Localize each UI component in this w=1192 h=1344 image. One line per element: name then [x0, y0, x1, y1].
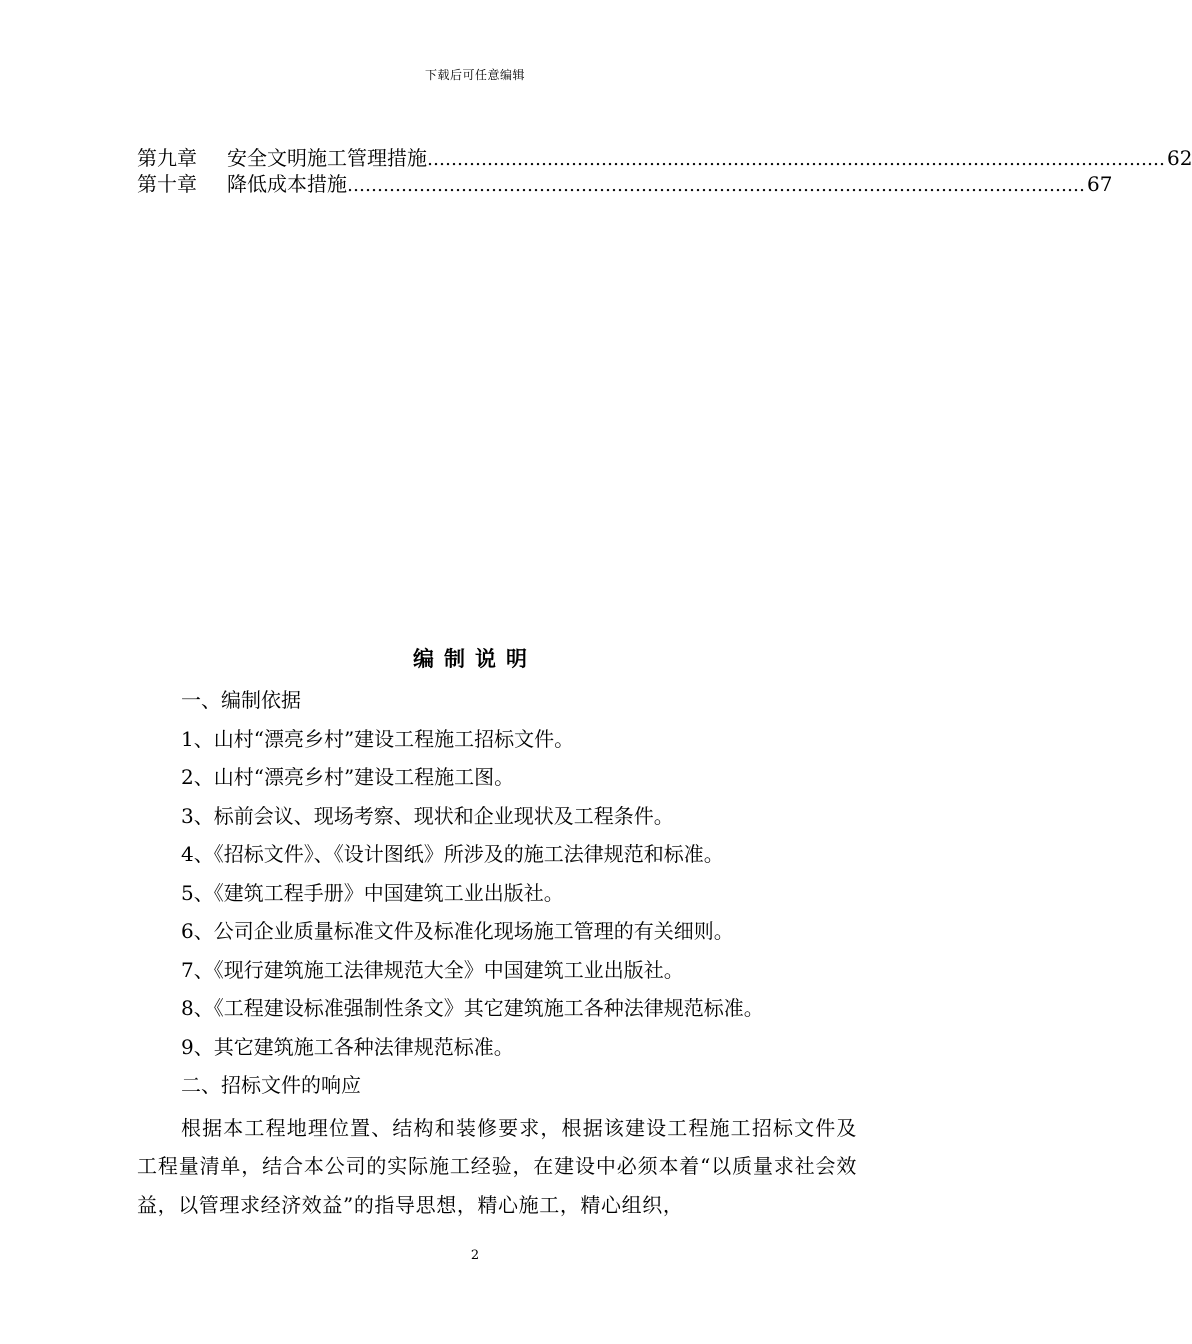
toc-leader-dots: ……………………………………………………………………………………………………………	[427, 149, 1165, 170]
toc-chapter: 第十章	[137, 172, 197, 196]
section-title: 编制说明	[413, 646, 537, 671]
page-number: 2	[470, 1248, 480, 1263]
toc-row[interactable]	[137, 171, 1113, 197]
list-item: 3、标前会议、现场考察、现状和企业现状及工程条件。	[181, 803, 674, 828]
list-item: 4、《招标文件》、《设计图纸》所涉及的施工法律规范和标准。	[181, 842, 724, 866]
table-of-contents	[137, 145, 1192, 197]
list-item: 2、山村“漂亮乡村”建设工程施工图。	[181, 765, 515, 789]
list-item: 1、山村“漂亮乡村”建设工程施工招标文件。	[181, 726, 575, 751]
body-paragraph: 根据本工程地理位置、结构和装修要求，根据该建设工程施工招标文件及工程量清单，结合本公司的实际施工经验，在建设中必须本着“以质量求社会效益，以管理求经济效益”的指导思想，精心施工，精心组织，	[137, 1115, 857, 1217]
toc-page-number: 67	[1087, 172, 1113, 196]
toc-leader-dots: ……………………………………………………………………………………………………………	[347, 175, 1085, 196]
list-item: 9、其它建筑施工各种法律规范标准。	[181, 1034, 514, 1059]
toc-chapter: 第九章	[137, 146, 197, 170]
page-header: 下载后可任意编辑	[424, 68, 525, 82]
document-body	[137, 681, 857, 1224]
list-item: 5、《建筑工程手册》中国建筑工业出版社。	[181, 880, 564, 905]
toc-page-number: 62	[1167, 146, 1192, 170]
heading-compilation-basis: 一、编制依据	[181, 688, 301, 712]
toc-row[interactable]	[137, 145, 1192, 171]
toc-title: 降低成本措施	[227, 172, 347, 196]
list-item: 8、《工程建设标准强制性条文》其它建筑施工各种法律规范标准。	[181, 996, 764, 1020]
toc-title: 安全文明施工管理措施	[227, 146, 427, 170]
heading-tender-response: 二、招标文件的响应	[181, 1073, 361, 1097]
list-item: 7、《现行建筑施工法律规范大全》中国建筑工业出版社。	[181, 957, 684, 982]
list-item: 6、公司企业质量标准文件及标准化现场施工管理的有关细则。	[181, 919, 734, 943]
